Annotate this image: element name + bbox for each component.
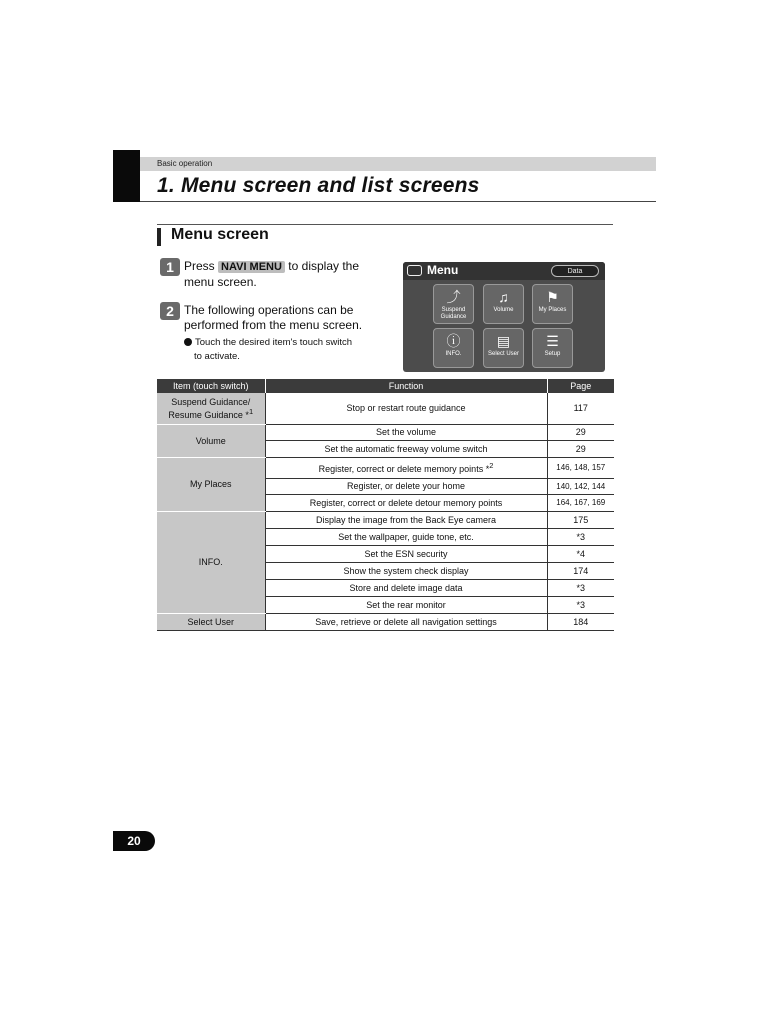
tile-label: INFO. — [445, 351, 462, 357]
step-1-number: 1 — [160, 258, 180, 276]
table-row — [157, 511, 614, 528]
bullet-line2: to activate. — [194, 351, 240, 362]
function-cell: Show the system check display — [265, 562, 547, 579]
menu-screen-image — [403, 262, 605, 372]
table-header-row — [157, 379, 614, 393]
table-row — [157, 393, 614, 424]
function-cell: Set the automatic freeway volume switch — [265, 440, 547, 457]
step-2-line1: The following operations can be — [184, 303, 354, 317]
info-icon: ⓘ — [446, 333, 461, 349]
page-cell: 164, 167, 169 — [547, 494, 614, 511]
item-cell: Select User — [157, 613, 265, 630]
function-cell: Set the rear monitor — [265, 596, 547, 613]
step-1-text-line2: menu screen. — [184, 275, 257, 289]
info-tile — [433, 328, 474, 368]
page-cell: 29 — [547, 440, 614, 457]
bullet-line1: Touch the desired item's touch switch — [195, 337, 353, 348]
function-cell: Set the volume — [265, 424, 547, 440]
function-cell: Save, retrieve or delete all navigation settings — [265, 613, 547, 630]
section-divider — [157, 224, 613, 225]
function-text: Register, correct or delete memory points * — [318, 464, 490, 474]
suspend-guidance-tile — [433, 284, 474, 324]
page-cell: *3 — [547, 596, 614, 613]
setup-tile — [532, 328, 573, 368]
tile-label: Guidance — [440, 314, 467, 320]
table-row — [157, 424, 614, 440]
page-title: 1. Menu screen and list screens — [157, 174, 480, 197]
tile-label: Suspend — [441, 307, 466, 313]
menu-screen-title: Menu — [427, 263, 459, 277]
page-cell: *3 — [547, 579, 614, 596]
step-1-text-after: to display the — [288, 259, 360, 273]
breadcrumb-bar — [140, 157, 656, 171]
table-row — [157, 457, 614, 478]
step-2-text — [184, 303, 399, 333]
item-cell: My Places — [157, 457, 265, 511]
step-2-number: 2 — [160, 302, 180, 320]
my-places-icon: ⚑ — [546, 289, 559, 305]
page-cell: 184 — [547, 613, 614, 630]
function-cell: Register, correct or delete detour memory points — [265, 494, 547, 511]
step-1-text-before: Press — [184, 259, 215, 273]
function-cell: Store and delete image data — [265, 579, 547, 596]
column-header-function: Function — [265, 379, 547, 393]
page-cell: *3 — [547, 528, 614, 545]
title-divider — [140, 201, 656, 202]
item-label: Resume Guidance * — [168, 409, 249, 420]
function-cell: Stop or restart route guidance — [265, 393, 547, 424]
volume-tile — [483, 284, 524, 324]
step-2-bullet — [184, 336, 399, 364]
menu-items-table — [157, 379, 614, 631]
page-cell: 175 — [547, 511, 614, 528]
page-cell: 146, 148, 157 — [547, 457, 614, 478]
item-label: Suspend Guidance/ — [171, 396, 251, 407]
volume-icon: ♫ — [498, 289, 509, 305]
step-2-line2: performed from the menu screen. — [184, 318, 363, 332]
page-cell: 174 — [547, 562, 614, 579]
footnote-mark: 2 — [489, 461, 494, 470]
page-cell: 29 — [547, 424, 614, 440]
tile-label: Setup — [544, 351, 561, 357]
setup-icon: ☰ — [546, 333, 559, 349]
footnote-mark: 1 — [248, 406, 254, 416]
tile-label: Select User — [487, 351, 519, 357]
item-cell — [157, 393, 265, 424]
page-number: 20 — [113, 831, 155, 851]
item-cell: Volume — [157, 424, 265, 457]
page-cell: 140, 142, 144 — [547, 478, 614, 494]
item-cell: INFO. — [157, 511, 265, 613]
data-button: Data — [551, 265, 599, 277]
tile-label: Volume — [493, 307, 514, 313]
function-cell: Set the wallpaper, guide tone, etc. — [265, 528, 547, 545]
section-title: Menu screen — [171, 226, 269, 243]
section-marker — [157, 228, 161, 246]
bullet-icon — [184, 338, 192, 346]
tile-label: My Places — [538, 307, 567, 313]
chapter-tab — [113, 150, 140, 202]
column-header-item: Item (touch switch) — [157, 379, 265, 393]
step-1-text — [184, 259, 384, 290]
function-cell — [265, 457, 547, 478]
suspend-guidance-icon: ⤴ — [446, 289, 461, 305]
table-row — [157, 613, 614, 630]
my-places-tile — [532, 284, 573, 324]
page-cell: *4 — [547, 545, 614, 562]
navi-menu-key: NAVI MENU — [218, 261, 285, 273]
select-user-icon: ▤ — [496, 333, 511, 349]
menu-icon — [407, 265, 422, 276]
page-cell: 117 — [547, 393, 614, 424]
function-cell: Register, or delete your home — [265, 478, 547, 494]
select-user-tile — [483, 328, 524, 368]
function-cell: Display the image from the Back Eye camera — [265, 511, 547, 528]
column-header-page: Page — [547, 379, 614, 393]
function-cell: Set the ESN security — [265, 545, 547, 562]
breadcrumb: Basic operation — [157, 159, 213, 168]
